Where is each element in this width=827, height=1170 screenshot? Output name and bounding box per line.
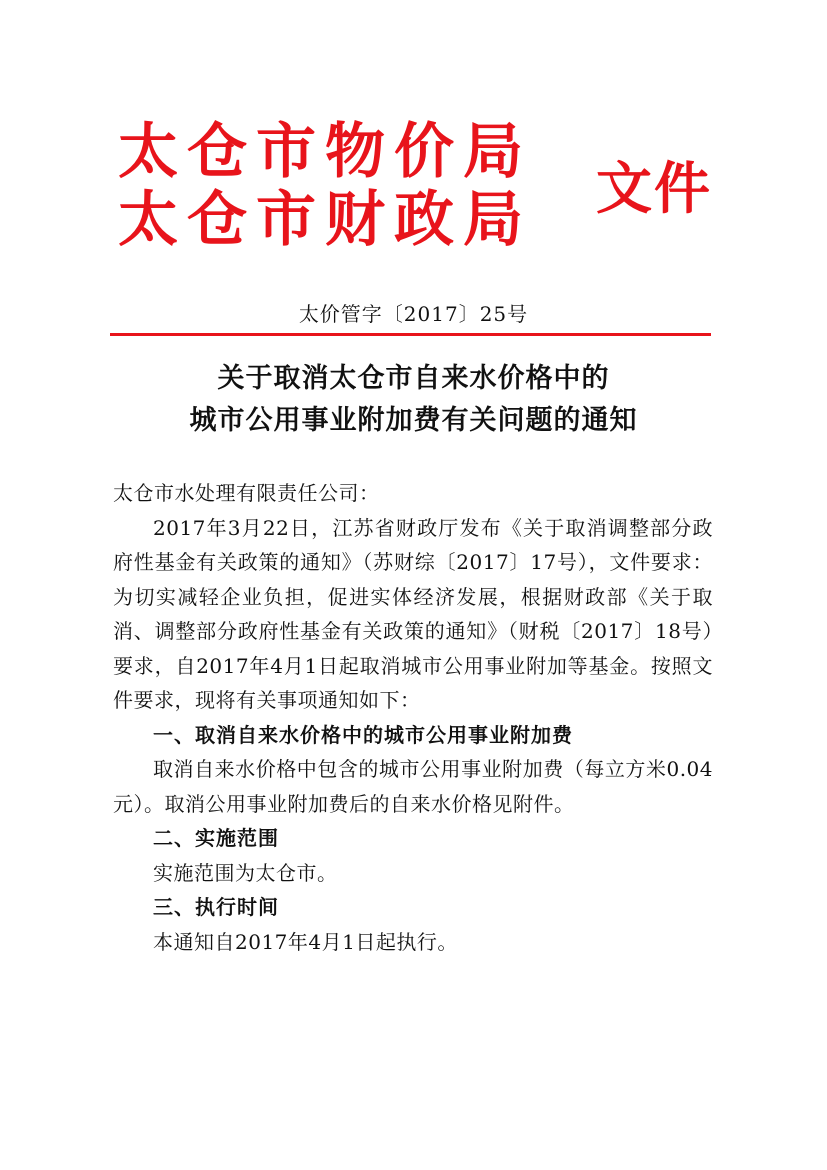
salutation: 太仓市水处理有限责任公司： xyxy=(113,481,380,505)
document-number: 太价管字〔2017〕25号 xyxy=(298,302,529,326)
section-heading-3: 三、执行时间 xyxy=(153,895,279,919)
document-masthead xyxy=(112,118,722,268)
issuing-agency-price-bureau: 太仓市物价局 xyxy=(118,117,532,187)
intro-paragraph: 2017年3月22日，江苏省财政厅发布《关于取消调整部分政府性基金有关政策的通知》（苏财综〔2017〕17号），文件要求：为切实减轻企业负担，促进实体经济发展，根据财政部《关于取消、调整部分政府性基金有关政策的通知》（财税〔2017〕18号）要求，自2017年4月1日起取消城市公用事业附加等基金。按照文件要求，现将有关事项通知如下： xyxy=(113,515,713,712)
section-paragraph-3: 本通知自2017年4月1日起执行。 xyxy=(153,929,458,954)
notice-title-line-1: 关于取消太仓市自来水价格中的 xyxy=(217,363,610,394)
document-label: 文件 xyxy=(596,157,712,222)
notice-body xyxy=(113,476,713,959)
red-divider-line xyxy=(110,333,711,336)
issuing-agency-finance-bureau: 太仓市财政局 xyxy=(118,185,532,255)
section-paragraph-2: 实施范围为太仓市。 xyxy=(153,860,338,885)
notice-title-line-2: 城市公用事业附加费有关问题的通知 xyxy=(189,405,638,436)
section-heading-1: 一、取消自来水价格中的城市公用事业附加费 xyxy=(153,722,573,747)
section-paragraph-1: 取消自来水价格中包含的城市公用事业附加费（每立方米0.04元）。取消公用事业附加费后的自来水价格见附件。 xyxy=(113,757,713,816)
section-heading-2: 二、实施范围 xyxy=(153,826,279,850)
